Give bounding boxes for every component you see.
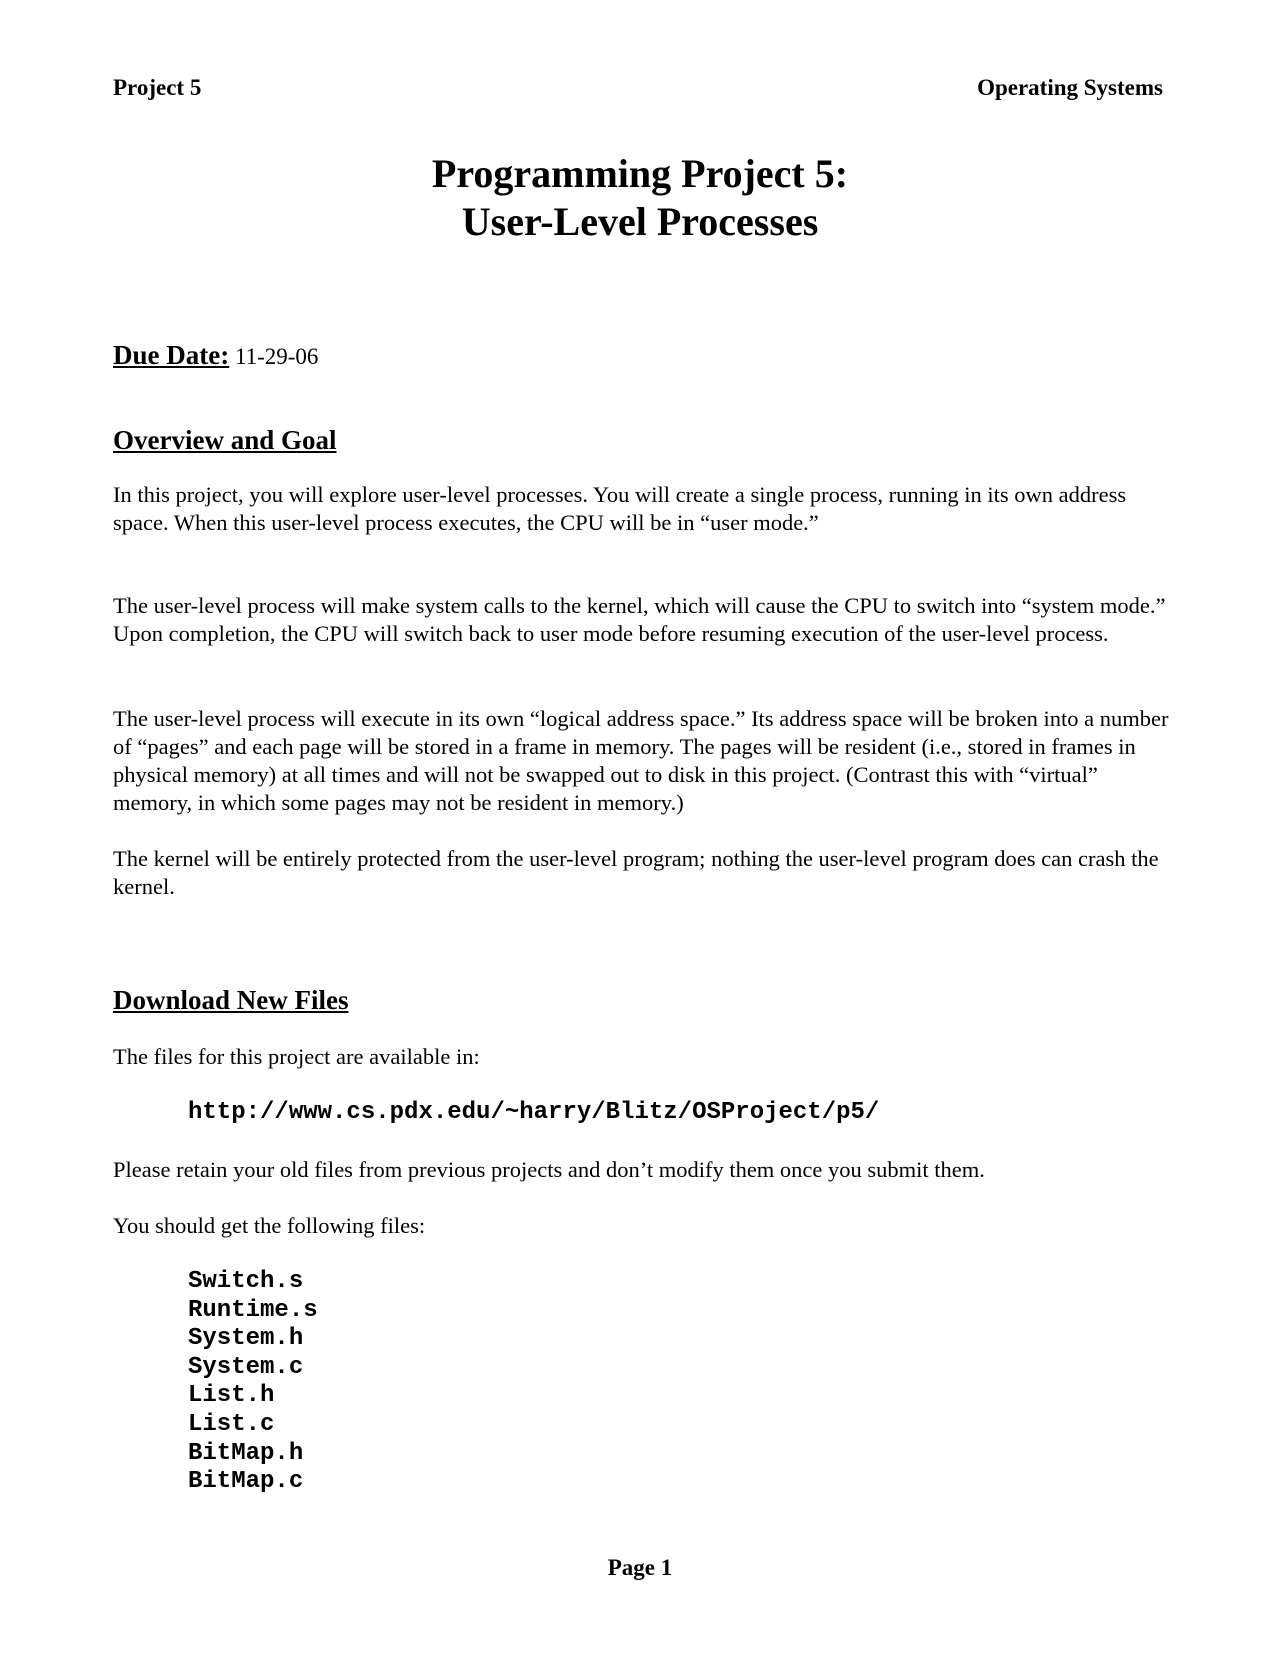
file-item: List.c xyxy=(188,1410,275,1438)
file-item: System.c xyxy=(188,1353,304,1381)
file-item: BitMap.h xyxy=(188,1439,304,1467)
file-item: Switch.s xyxy=(188,1268,304,1295)
header-course: Operating Systems xyxy=(977,75,1163,100)
due-date xyxy=(113,339,1173,371)
overview-paragraph-1: In this project, you will explore user-level processes. You will create a single process, running in its own address space. When this user-level process executes, the CPU will be in “user mode.” xyxy=(113,482,1127,535)
due-date-value: 11-29-06 xyxy=(234,344,319,369)
download-heading: Download New Files xyxy=(113,985,349,1015)
overview-paragraph-2: The user-level process will make system calls to the kernel, which will cause the CPU to switch into “system mode.” Upon completion, the CPU will switch back to user mode before resuming execution of the user-level process. xyxy=(113,593,1166,646)
file-item: System.h xyxy=(188,1325,304,1353)
retain-note: Please retain your old files from previous projects and don’t modify them once you submit them. xyxy=(113,1157,985,1182)
download-url: http://www.cs.pdx.edu/~harry/Blitz/OSProject/p5/ xyxy=(188,1099,880,1126)
overview-heading: Overview and Goal xyxy=(113,425,337,455)
file-list xyxy=(188,1268,318,1497)
file-item: List.h xyxy=(188,1382,275,1410)
files-intro: You should get the following files: xyxy=(113,1213,426,1238)
overview-paragraph-3: The user-level process will execute in its own “logical address space.” Its address space will be broken into a number of “pages” and each page will be stored in a frame in memory. The pages will be resident (i.e., stored in frames in physical memory) at all times and will not be swapped out to disk in this project. (Contrast this with “virtual” memory, in which some pages may not be resident in memory.) xyxy=(113,706,1169,815)
page-title xyxy=(0,150,1280,246)
file-item: BitMap.c xyxy=(188,1468,304,1496)
title-line-2: User-Level Processes xyxy=(461,199,819,244)
download-intro: The files for this project are available in: xyxy=(113,1044,480,1069)
file-item: Runtime.s xyxy=(188,1296,318,1324)
title-line-1: Programming Project 5: xyxy=(431,151,849,196)
page-number: Page 1 xyxy=(607,1555,673,1580)
overview-paragraph-4: The kernel will be entirely protected from the user-level program; nothing the user-level program does can crash the kernel. xyxy=(113,846,1159,899)
due-date-label: Due Date: xyxy=(113,340,230,370)
header-project: Project 5 xyxy=(113,75,202,100)
